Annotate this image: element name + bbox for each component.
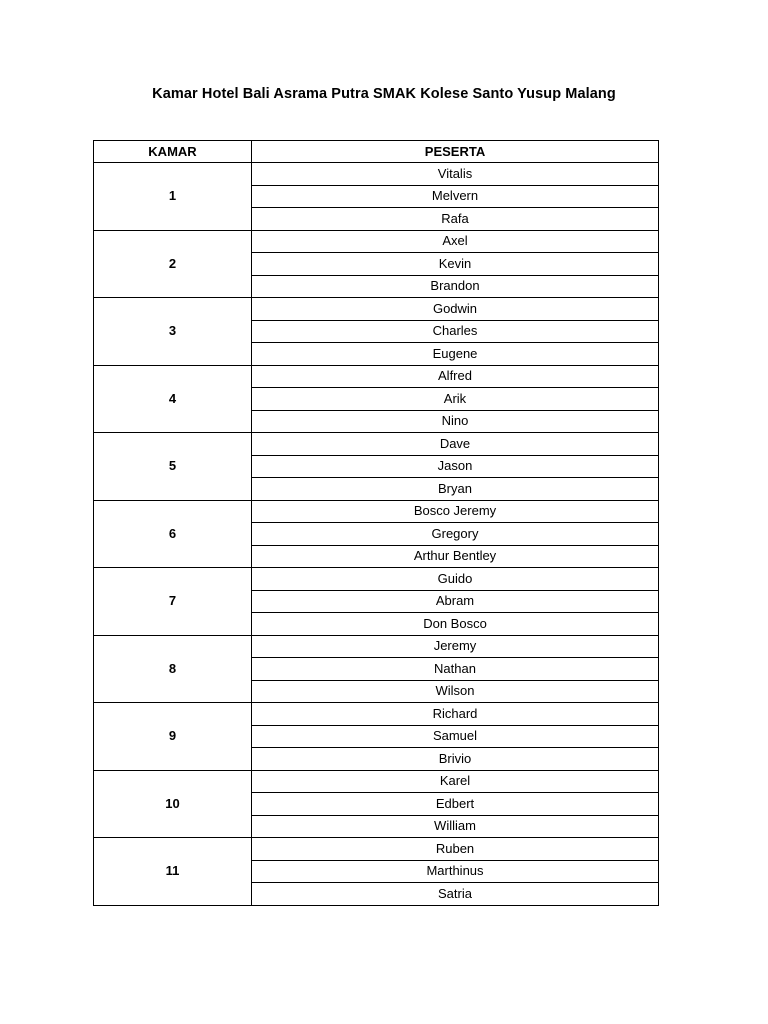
table-body	[94, 163, 659, 906]
room-number-cell: 4	[94, 365, 252, 433]
participant-cell: Rafa	[252, 208, 659, 231]
table-row	[94, 770, 659, 793]
participant-cell: Jason	[252, 455, 659, 478]
participant-cell: Arthur Bentley	[252, 545, 659, 568]
participant-cell: Ruben	[252, 838, 659, 861]
table-row	[94, 703, 659, 726]
participant-cell: Gregory	[252, 523, 659, 546]
room-number-cell: 8	[94, 635, 252, 703]
participant-cell: Godwin	[252, 298, 659, 321]
participant-cell: Samuel	[252, 725, 659, 748]
room-number-cell: 1	[94, 163, 252, 231]
table-row	[94, 635, 659, 658]
participant-cell: Richard	[252, 703, 659, 726]
participant-cell: Bryan	[252, 478, 659, 501]
participant-cell: Arik	[252, 388, 659, 411]
participant-cell: Guido	[252, 568, 659, 591]
header-kamar: KAMAR	[94, 141, 252, 163]
table-row	[94, 500, 659, 523]
room-number-cell: 7	[94, 568, 252, 636]
participant-cell: Nino	[252, 410, 659, 433]
table-row	[94, 230, 659, 253]
table-row	[94, 568, 659, 591]
room-number-cell: 9	[94, 703, 252, 771]
room-number-cell: 11	[94, 838, 252, 906]
table-header-row	[94, 141, 659, 163]
participant-cell: Marthinus	[252, 860, 659, 883]
table-row	[94, 365, 659, 388]
participant-cell: Bosco Jeremy	[252, 500, 659, 523]
room-number-cell: 6	[94, 500, 252, 568]
participant-cell: William	[252, 815, 659, 838]
participant-cell: Jeremy	[252, 635, 659, 658]
participant-cell: Satria	[252, 883, 659, 906]
table-row	[94, 163, 659, 186]
table-row	[94, 298, 659, 321]
room-number-cell: 10	[94, 770, 252, 838]
table-row	[94, 838, 659, 861]
participant-cell: Wilson	[252, 680, 659, 703]
room-number-cell: 5	[94, 433, 252, 501]
room-assignment-table	[93, 140, 659, 906]
participant-cell: Brandon	[252, 275, 659, 298]
participant-cell: Alfred	[252, 365, 659, 388]
participant-cell: Kevin	[252, 253, 659, 276]
room-number-cell: 3	[94, 298, 252, 366]
participant-cell: Axel	[252, 230, 659, 253]
participant-cell: Abram	[252, 590, 659, 613]
participant-cell: Karel	[252, 770, 659, 793]
participant-cell: Brivio	[252, 748, 659, 771]
room-number-cell: 2	[94, 230, 252, 298]
participant-cell: Nathan	[252, 658, 659, 681]
page-title: Kamar Hotel Bali Asrama Putra SMAK Kolese Santo Yusup Malang	[152, 86, 616, 102]
participant-cell: Charles	[252, 320, 659, 343]
participant-cell: Melvern	[252, 185, 659, 208]
participant-cell: Vitalis	[252, 163, 659, 186]
participant-cell: Don Bosco	[252, 613, 659, 636]
table-row	[94, 433, 659, 456]
participant-cell: Eugene	[252, 343, 659, 366]
participant-cell: Dave	[252, 433, 659, 456]
participant-cell: Edbert	[252, 793, 659, 816]
header-peserta: PESERTA	[252, 141, 659, 163]
